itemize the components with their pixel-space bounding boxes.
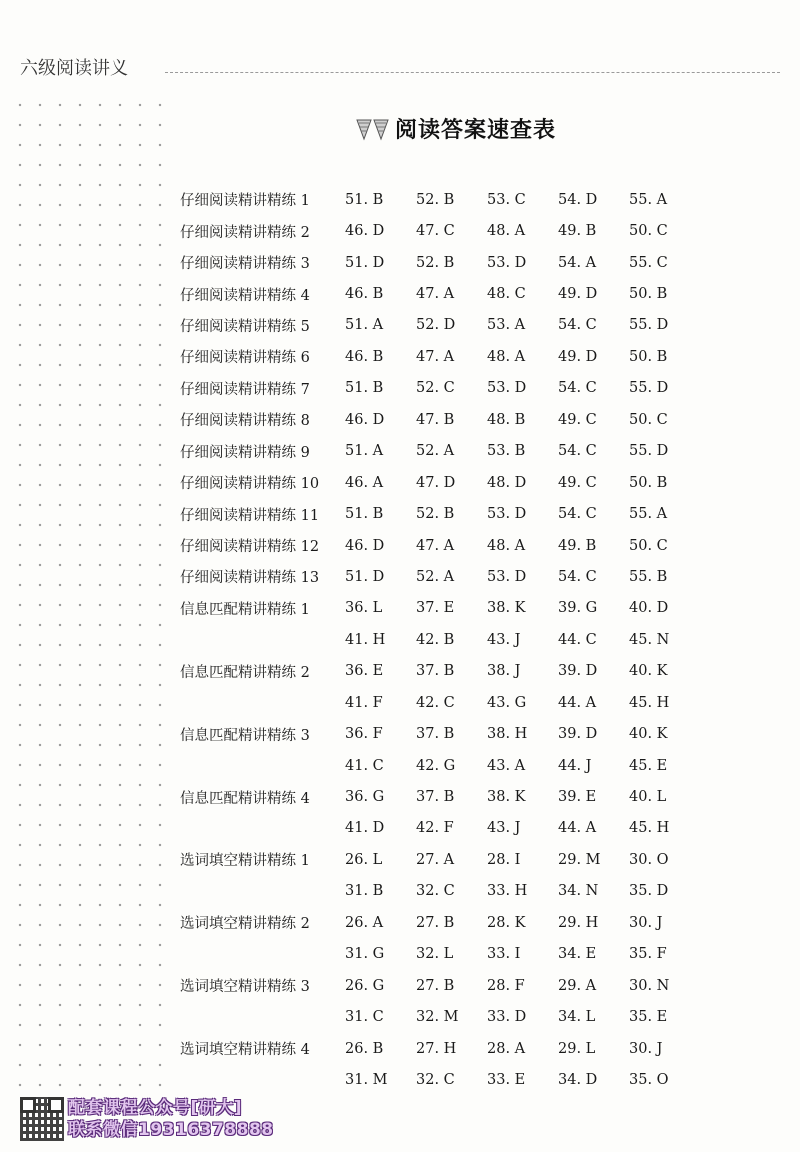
answer-cell: 37. B xyxy=(416,663,455,680)
answer-cell: 45. N xyxy=(629,631,670,648)
answer-cell: 34. E xyxy=(558,946,597,963)
answer-cell: 54. C xyxy=(558,317,597,334)
answer-row xyxy=(180,844,700,875)
answer-cell: 38. J xyxy=(487,663,521,680)
answer-cell: 28. F xyxy=(487,977,525,994)
answer-cell: 33. E xyxy=(487,1071,526,1088)
section-label: 仔细阅读精讲精练 4 xyxy=(180,287,310,304)
answer-cell: 45. H xyxy=(629,694,670,711)
answer-row xyxy=(180,247,700,278)
answer-cell: 50. C xyxy=(629,223,668,240)
answer-cell: 35. O xyxy=(629,1071,669,1088)
answer-cell: 39. D xyxy=(558,726,598,743)
answer-cell: 32. L xyxy=(416,946,454,963)
section-label: 信息匹配精讲精练 1 xyxy=(180,601,310,618)
answer-cell: 48. B xyxy=(487,411,526,428)
answer-row xyxy=(180,813,700,844)
answer-row xyxy=(180,310,700,341)
answer-cell: 51. A xyxy=(345,443,384,460)
section-label: 仔细阅读精讲精练 10 xyxy=(180,476,320,493)
answer-cell: 30. N xyxy=(629,977,670,994)
answer-cell: 51. A xyxy=(345,317,384,334)
answer-cell: 42. F xyxy=(416,820,454,837)
answer-cell: 36. E xyxy=(345,663,384,680)
section-label: 选词填空精讲精练 2 xyxy=(180,916,310,933)
answer-cell: 41. F xyxy=(345,694,383,711)
answer-cell: 38. K xyxy=(487,600,526,617)
answer-cell: 51. D xyxy=(345,568,385,585)
answer-cell: 43. J xyxy=(487,631,521,648)
answer-cell: 53. C xyxy=(487,191,526,208)
answer-row xyxy=(180,593,700,624)
answer-cell: 28. K xyxy=(487,914,526,931)
answer-cell: 33. H xyxy=(487,883,528,900)
answer-cell: 53. D xyxy=(487,254,527,271)
answer-cell: 41. D xyxy=(345,820,385,837)
answer-cell: 47. A xyxy=(416,537,455,554)
answer-cell: 52. C xyxy=(416,380,455,397)
answer-cell: 54. C xyxy=(558,380,597,397)
section-label: 仔细阅读精讲精练 1 xyxy=(180,193,310,210)
answer-cell: 49. D xyxy=(558,286,598,303)
answer-cell: 46. D xyxy=(345,223,385,240)
answer-cell: 55. A xyxy=(629,191,668,208)
answer-cell: 42. C xyxy=(416,694,455,711)
answer-cell: 42. G xyxy=(416,757,456,774)
answer-cell: 48. D xyxy=(487,474,527,491)
answer-cell: 38. K xyxy=(487,789,526,806)
answer-cell: 49. B xyxy=(558,537,597,554)
answer-cell: 53. D xyxy=(487,380,527,397)
answer-cell: 49. C xyxy=(558,411,597,428)
answer-cell: 36. F xyxy=(345,726,383,743)
answer-cell: 32. M xyxy=(416,1009,459,1026)
answer-cell: 30. J xyxy=(629,914,663,931)
banner-line-2: 联系微信19316378888 xyxy=(68,1120,274,1140)
section-label: 仔细阅读精讲精练 2 xyxy=(180,224,310,241)
answer-cell: 47. C xyxy=(416,223,455,240)
answer-cell: 48. C xyxy=(487,286,526,303)
answer-cell: 37. B xyxy=(416,789,455,806)
answer-row xyxy=(180,436,700,467)
answer-cell: 54. C xyxy=(558,443,597,460)
answer-cell: 32. C xyxy=(416,883,455,900)
answer-row xyxy=(180,498,700,529)
answer-cell: 43. A xyxy=(487,757,526,774)
cone-icon xyxy=(355,117,391,141)
answer-cell: 55. B xyxy=(629,568,668,585)
answer-cell: 55. D xyxy=(629,317,669,334)
banner-text xyxy=(68,1097,274,1141)
section-label: 仔细阅读精讲精练 11 xyxy=(180,507,320,524)
answer-cell: 34. D xyxy=(558,1071,598,1088)
answer-cell: 44. A xyxy=(558,820,597,837)
answer-cell: 26. G xyxy=(345,977,385,994)
answer-row xyxy=(180,404,700,435)
answer-cell: 53. D xyxy=(487,506,527,523)
answer-cell: 52. A xyxy=(416,568,455,585)
answer-cell: 50. C xyxy=(629,411,668,428)
answer-cell: 45. H xyxy=(629,820,670,837)
answer-cell: 33. I xyxy=(487,946,521,963)
answer-cell: 49. C xyxy=(558,474,597,491)
answer-cell: 34. L xyxy=(558,1009,596,1026)
answer-cell: 36. L xyxy=(345,600,383,617)
answer-cell: 40. K xyxy=(629,726,668,743)
answer-cell: 31. M xyxy=(345,1071,388,1088)
header-rule xyxy=(165,72,780,73)
section-label: 选词填空精讲精练 4 xyxy=(180,1042,310,1059)
answer-row xyxy=(180,278,700,309)
answer-cell: 51. B xyxy=(345,506,384,523)
answer-cell: 27. B xyxy=(416,977,455,994)
section-label: 仔细阅读精讲精练 12 xyxy=(180,539,320,556)
section-label: 选词填空精讲精练 1 xyxy=(180,853,310,870)
answer-cell: 55. D xyxy=(629,443,669,460)
answer-cell: 54. A xyxy=(558,254,597,271)
answer-row xyxy=(180,1001,700,1032)
answer-cell: 44. A xyxy=(558,694,597,711)
answer-cell: 35. D xyxy=(629,883,669,900)
answer-cell: 53. D xyxy=(487,568,527,585)
answer-cell: 47. B xyxy=(416,411,455,428)
section-label: 仔细阅读精讲精练 6 xyxy=(180,350,310,367)
answer-cell: 48. A xyxy=(487,348,526,365)
answer-cell: 46. D xyxy=(345,411,385,428)
answer-cell: 34. N xyxy=(558,883,599,900)
answer-cell: 32. C xyxy=(416,1071,455,1088)
running-head: 六级阅读讲义 xyxy=(20,58,128,79)
answer-row xyxy=(180,341,700,372)
answer-row xyxy=(180,750,700,781)
answer-cell: 46. D xyxy=(345,537,385,554)
answer-cell: 27. A xyxy=(416,851,455,868)
answer-cell: 47. A xyxy=(416,348,455,365)
answer-row xyxy=(180,561,700,592)
answer-cell: 52. A xyxy=(416,443,455,460)
answer-cell: 36. G xyxy=(345,789,385,806)
answer-cell: 46. B xyxy=(345,348,384,365)
answer-row xyxy=(180,1033,700,1064)
section-label: 信息匹配精讲精练 3 xyxy=(180,727,310,744)
answer-cell: 30. O xyxy=(629,851,669,868)
answer-cell: 29. A xyxy=(558,977,597,994)
answer-cell: 26. B xyxy=(345,1040,384,1057)
answer-cell: 26. A xyxy=(345,914,384,931)
answer-row xyxy=(180,624,700,655)
qr-code-icon xyxy=(20,1097,64,1141)
banner-line-1: 配套课程公众号[研大] xyxy=(68,1098,243,1118)
answer-cell: 35. F xyxy=(629,946,667,963)
answer-cell: 26. L xyxy=(345,851,383,868)
answer-cell: 51. B xyxy=(345,380,384,397)
answer-cell: 28. I xyxy=(487,851,521,868)
answer-cell: 31. B xyxy=(345,883,384,900)
dot-grid-margin xyxy=(10,95,170,1095)
answer-cell: 28. A xyxy=(487,1040,526,1057)
answer-row xyxy=(180,373,700,404)
answer-cell: 50. B xyxy=(629,348,668,365)
answer-row xyxy=(180,939,700,970)
answer-cell: 51. B xyxy=(345,191,384,208)
answer-row xyxy=(180,530,700,561)
answer-row xyxy=(180,907,700,938)
answer-cell: 48. A xyxy=(487,537,526,554)
answer-cell: 52. B xyxy=(416,191,455,208)
answer-cell: 40. K xyxy=(629,663,668,680)
answer-cell: 46. B xyxy=(345,286,384,303)
answer-table xyxy=(180,184,700,1096)
answer-row xyxy=(180,184,700,215)
answer-cell: 52. D xyxy=(416,317,456,334)
answer-cell: 52. B xyxy=(416,506,455,523)
answer-cell: 31. C xyxy=(345,1009,384,1026)
section-label: 仔细阅读精讲精练 5 xyxy=(180,318,310,335)
answer-cell: 27. H xyxy=(416,1040,457,1057)
answer-cell: 54. C xyxy=(558,568,597,585)
answer-cell: 49. B xyxy=(558,223,597,240)
answer-cell: 55. C xyxy=(629,254,668,271)
answer-cell: 40. L xyxy=(629,789,667,806)
answer-cell: 46. A xyxy=(345,474,384,491)
answer-cell: 35. E xyxy=(629,1009,668,1026)
answer-row xyxy=(180,467,700,498)
section-label: 仔细阅读精讲精练 9 xyxy=(180,444,310,461)
answer-cell: 47. D xyxy=(416,474,456,491)
answer-row xyxy=(180,1064,700,1095)
section-label: 仔细阅读精讲精练 3 xyxy=(180,256,310,273)
answer-cell: 44. C xyxy=(558,631,597,648)
answer-cell: 44. J xyxy=(558,757,592,774)
answer-cell: 39. G xyxy=(558,600,598,617)
answer-row xyxy=(180,781,700,812)
answer-row xyxy=(180,718,700,749)
answer-cell: 43. J xyxy=(487,820,521,837)
promo-banner xyxy=(20,1097,274,1141)
section-label: 信息匹配精讲精练 4 xyxy=(180,790,310,807)
answer-cell: 45. E xyxy=(629,757,668,774)
answer-cell: 48. A xyxy=(487,223,526,240)
answer-cell: 29. M xyxy=(558,851,601,868)
answer-row xyxy=(180,687,700,718)
answer-cell: 50. C xyxy=(629,537,668,554)
answer-cell: 27. B xyxy=(416,914,455,931)
answer-cell: 42. B xyxy=(416,631,455,648)
page-title xyxy=(355,113,556,144)
answer-cell: 55. D xyxy=(629,380,669,397)
section-label: 信息匹配精讲精练 2 xyxy=(180,664,310,681)
answer-cell: 47. A xyxy=(416,286,455,303)
answer-cell: 29. H xyxy=(558,914,599,931)
answer-cell: 41. H xyxy=(345,631,386,648)
answer-cell: 49. D xyxy=(558,348,598,365)
answer-cell: 53. A xyxy=(487,317,526,334)
answer-cell: 31. G xyxy=(345,946,385,963)
answer-cell: 51. D xyxy=(345,254,385,271)
section-label: 仔细阅读精讲精练 13 xyxy=(180,570,320,587)
answer-cell: 30. J xyxy=(629,1040,663,1057)
answer-row xyxy=(180,215,700,246)
answer-cell: 29. L xyxy=(558,1040,596,1057)
title-text: 阅读答案速查表 xyxy=(395,117,557,143)
answer-cell: 37. E xyxy=(416,600,455,617)
answer-cell: 52. B xyxy=(416,254,455,271)
section-label: 仔细阅读精讲精练 8 xyxy=(180,413,310,430)
answer-cell: 40. D xyxy=(629,600,669,617)
answer-cell: 53. B xyxy=(487,443,526,460)
section-label: 选词填空精讲精练 3 xyxy=(180,979,310,996)
answer-cell: 39. E xyxy=(558,789,597,806)
answer-cell: 33. D xyxy=(487,1009,527,1026)
answer-cell: 50. B xyxy=(629,286,668,303)
answer-cell: 55. A xyxy=(629,506,668,523)
answer-row xyxy=(180,970,700,1001)
section-label: 仔细阅读精讲精练 7 xyxy=(180,381,310,398)
answer-cell: 54. C xyxy=(558,506,597,523)
answer-row xyxy=(180,876,700,907)
answer-cell: 50. B xyxy=(629,474,668,491)
answer-row xyxy=(180,656,700,687)
answer-cell: 43. G xyxy=(487,694,527,711)
answer-cell: 41. C xyxy=(345,757,384,774)
answer-cell: 37. B xyxy=(416,726,455,743)
answer-cell: 39. D xyxy=(558,663,598,680)
answer-cell: 54. D xyxy=(558,191,598,208)
answer-cell: 38. H xyxy=(487,726,528,743)
